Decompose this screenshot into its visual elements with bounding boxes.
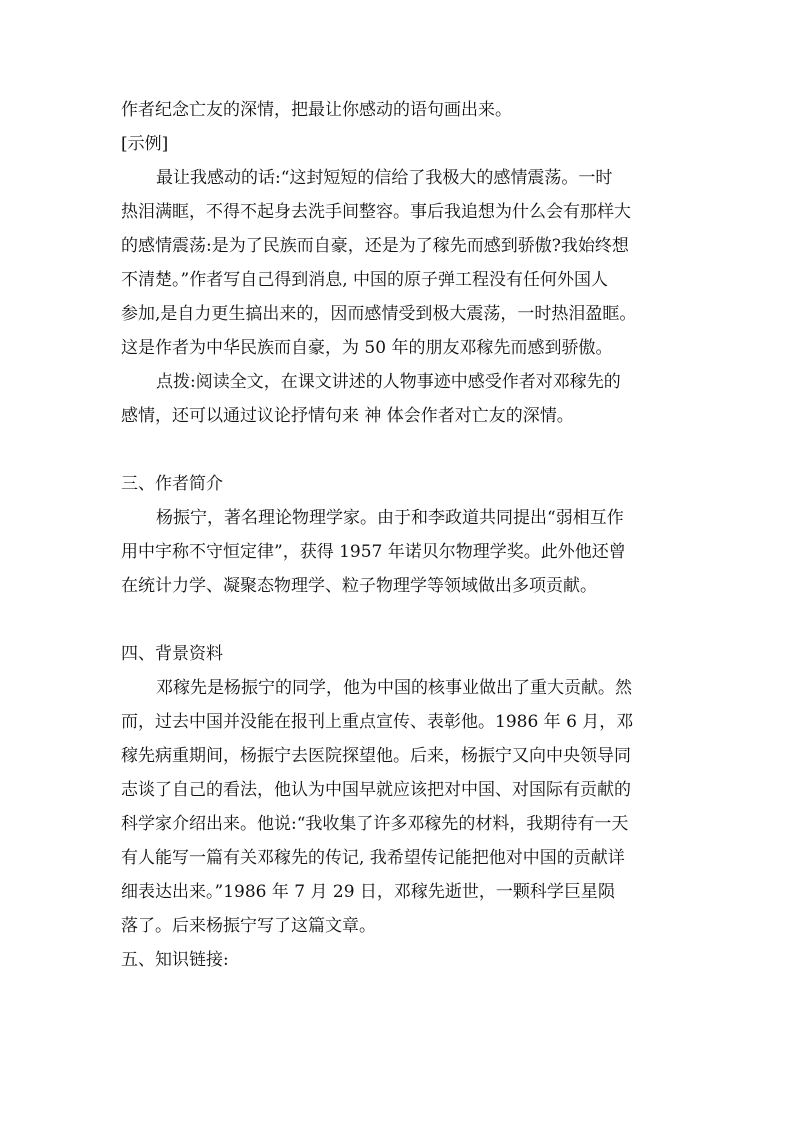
paragraph-line: 点拨:阅读全文，在课文讲述的人物事迹中感受作者对邓稼先的 <box>156 372 621 392</box>
paragraph-line: 作者纪念亡友的深情，把最让你感动的语句画出来。 <box>121 100 512 120</box>
paragraph-line: 参加,是自力更生搞出来的，因而感情受到极大震荡，一时热泪盈眶。 <box>121 304 637 324</box>
paragraph-line: 志谈了自己的看法，他认为中国早就应该把对中国、对国际有贡献的 <box>121 780 631 800</box>
paragraph-line: 邓稼先是杨振宁的同学，他为中国的核事业做出了重大贡献。然 <box>156 678 632 698</box>
paragraph-line: 最让我感动的话:“这封短短的信给了我极大的感情震荡。一时 <box>156 168 613 188</box>
paragraph-line: 杨振宁，著名理论物理学家。由于和李政道共同提出“弱相互作 <box>156 508 624 528</box>
paragraph-line: 而，过去中国并没能在报刊上重点宣传、表彰他。1986 年 6 月，邓 <box>121 712 634 732</box>
paragraph-line: 在统计力学、凝聚态物理学、粒子物理学等领域做出多项贡献。 <box>121 576 597 596</box>
document-page <box>121 93 681 977</box>
section-spacer <box>121 603 681 637</box>
paragraph-line: 的感情震荡:是为了民族而自豪，还是为了稼先而感到骄傲?我始终想 <box>121 236 629 256</box>
paragraph-line: 感情，还可以通过议论抒情句来 神 体会作者对亡友的深情。 <box>121 406 574 426</box>
section-spacer <box>121 433 681 467</box>
paragraph-line: 这是作者为中华民族而自豪，为 50 年的朋友邓稼先而感到骄傲。 <box>121 338 613 358</box>
section-heading-background: 四、背景资料 <box>121 644 223 664</box>
section-heading-author: 三、作者简介 <box>121 474 223 494</box>
paragraph-line: 稼先病重期间，杨振宁去医院探望他。后来，杨振宁又向中央领导同 <box>121 746 631 766</box>
paragraph-line: 热泪满眶，不得不起身去洗手间整容。事后我追想为什么会有那样大 <box>121 202 631 222</box>
paragraph-line: 用中宇称不守恒定律”，获得 1957 年诺贝尔物理学奖。此外他还曾 <box>121 542 626 562</box>
section-heading-links: 五、知识链接: <box>121 950 229 970</box>
paragraph-line: 细表达出来。”1986 年 7 月 29 日，邓稼先逝世，一颗科学巨星陨 <box>121 882 615 902</box>
example-label: [示例] <box>121 134 169 154</box>
paragraph-line: 有人能写一篇有关邓稼先的传记, 我希望传记能把他对中国的贡献详 <box>121 848 625 868</box>
paragraph-line: 落了。后来杨振宁写了这篇文章。 <box>121 916 376 936</box>
paragraph-line: 科学家介绍出来。他说:“我收集了许多邓稼先的材料，我期待有一天 <box>121 814 629 834</box>
paragraph-line: 不清楚。”作者写自己得到消息, 中国的原子弹工程没有任何外国人 <box>121 270 608 290</box>
